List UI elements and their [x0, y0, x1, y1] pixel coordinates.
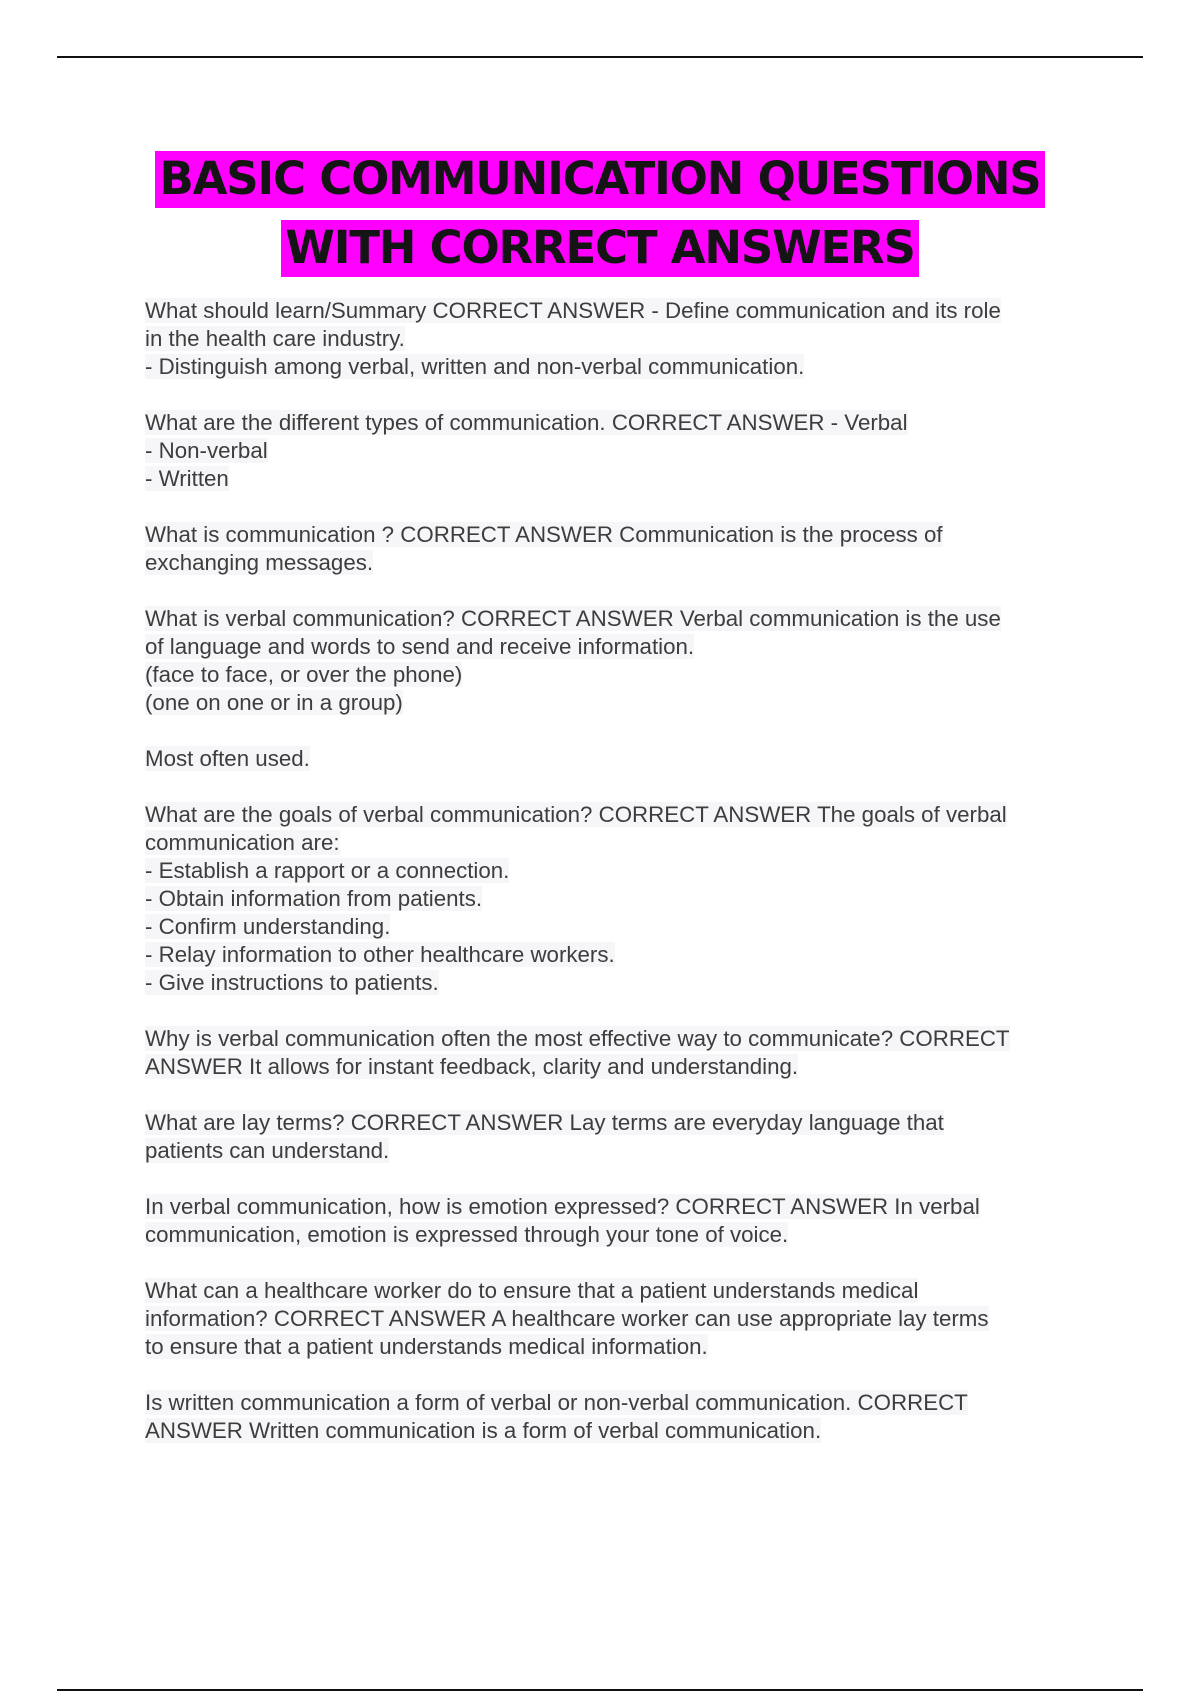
qa-line: What are lay terms? CORRECT ANSWER Lay terms are everyday language that [145, 1110, 944, 1135]
qa-line: of language and words to send and receive information. [145, 634, 695, 659]
qa-line: Is written communication a form of verbal or non-verbal communication. CORRECT [145, 1390, 968, 1415]
qa-line: - Give instructions to patients. [145, 970, 439, 995]
qa-item [145, 409, 1105, 493]
qa-line: In verbal communication, how is emotion expressed? CORRECT ANSWER In verbal [145, 1194, 980, 1219]
header-rule [57, 56, 1143, 58]
qa-item [145, 801, 1105, 997]
footer-rule [57, 1689, 1143, 1691]
qa-line: ANSWER It allows for instant feedback, clarity and understanding. [145, 1054, 799, 1079]
qa-line: (one on one or in a group) [145, 690, 403, 715]
qa-line: in the health care industry. [145, 326, 405, 351]
qa-line: - Written [145, 466, 229, 491]
qa-line: information? CORRECT ANSWER A healthcare worker can use appropriate lay terms [145, 1306, 989, 1331]
qa-line: - Establish a rapport or a connection. [145, 858, 510, 883]
qa-item [145, 1193, 1105, 1249]
qa-item [145, 297, 1105, 381]
title-line-2: WITH CORRECT ANSWERS [0, 213, 1200, 282]
qa-line: communication are: [145, 830, 340, 855]
qa-line: What is verbal communication? CORRECT ANSWER Verbal communication is the use [145, 606, 1001, 631]
qa-item [145, 1109, 1105, 1165]
qa-line: What can a healthcare worker do to ensure that a patient understands medical [145, 1278, 919, 1303]
qa-line: What is communication ? CORRECT ANSWER Communication is the process of [145, 522, 943, 547]
qa-item [145, 521, 1105, 577]
qa-line: Why is verbal communication often the most effective way to communicate? CORRECT [145, 1026, 1010, 1051]
qa-line: - Obtain information from patients. [145, 886, 483, 911]
qa-item [145, 745, 1105, 773]
document-title [0, 144, 1200, 282]
qa-line: ANSWER Written communication is a form of verbal communication. [145, 1418, 822, 1443]
qa-line: What should learn/Summary CORRECT ANSWER - Define communication and its role [145, 298, 1001, 323]
qa-line: to ensure that a patient understands medical information. [145, 1334, 708, 1359]
qa-line: communication, emotion is expressed through your tone of voice. [145, 1222, 789, 1247]
qa-line: - Confirm understanding. [145, 914, 391, 939]
qa-item [145, 1389, 1105, 1445]
qa-line: Most often used. [145, 746, 310, 771]
qa-line: What are the different types of communication. CORRECT ANSWER - Verbal [145, 410, 908, 435]
qa-line: - Relay information to other healthcare workers. [145, 942, 615, 967]
qa-line: - Non-verbal [145, 438, 268, 463]
qa-line: (face to face, or over the phone) [145, 662, 463, 687]
qa-line: exchanging messages. [145, 550, 374, 575]
qa-line: What are the goals of verbal communication? CORRECT ANSWER The goals of verbal [145, 802, 1007, 827]
qa-line: - Distinguish among verbal, written and non-verbal communication. [145, 354, 805, 379]
qa-line: patients can understand. [145, 1138, 390, 1163]
title-line-1: BASIC COMMUNICATION QUESTIONS [0, 144, 1200, 213]
qa-item [145, 1277, 1105, 1361]
qa-item [145, 605, 1105, 717]
qa-list [145, 297, 1105, 1473]
qa-item [145, 1025, 1105, 1081]
